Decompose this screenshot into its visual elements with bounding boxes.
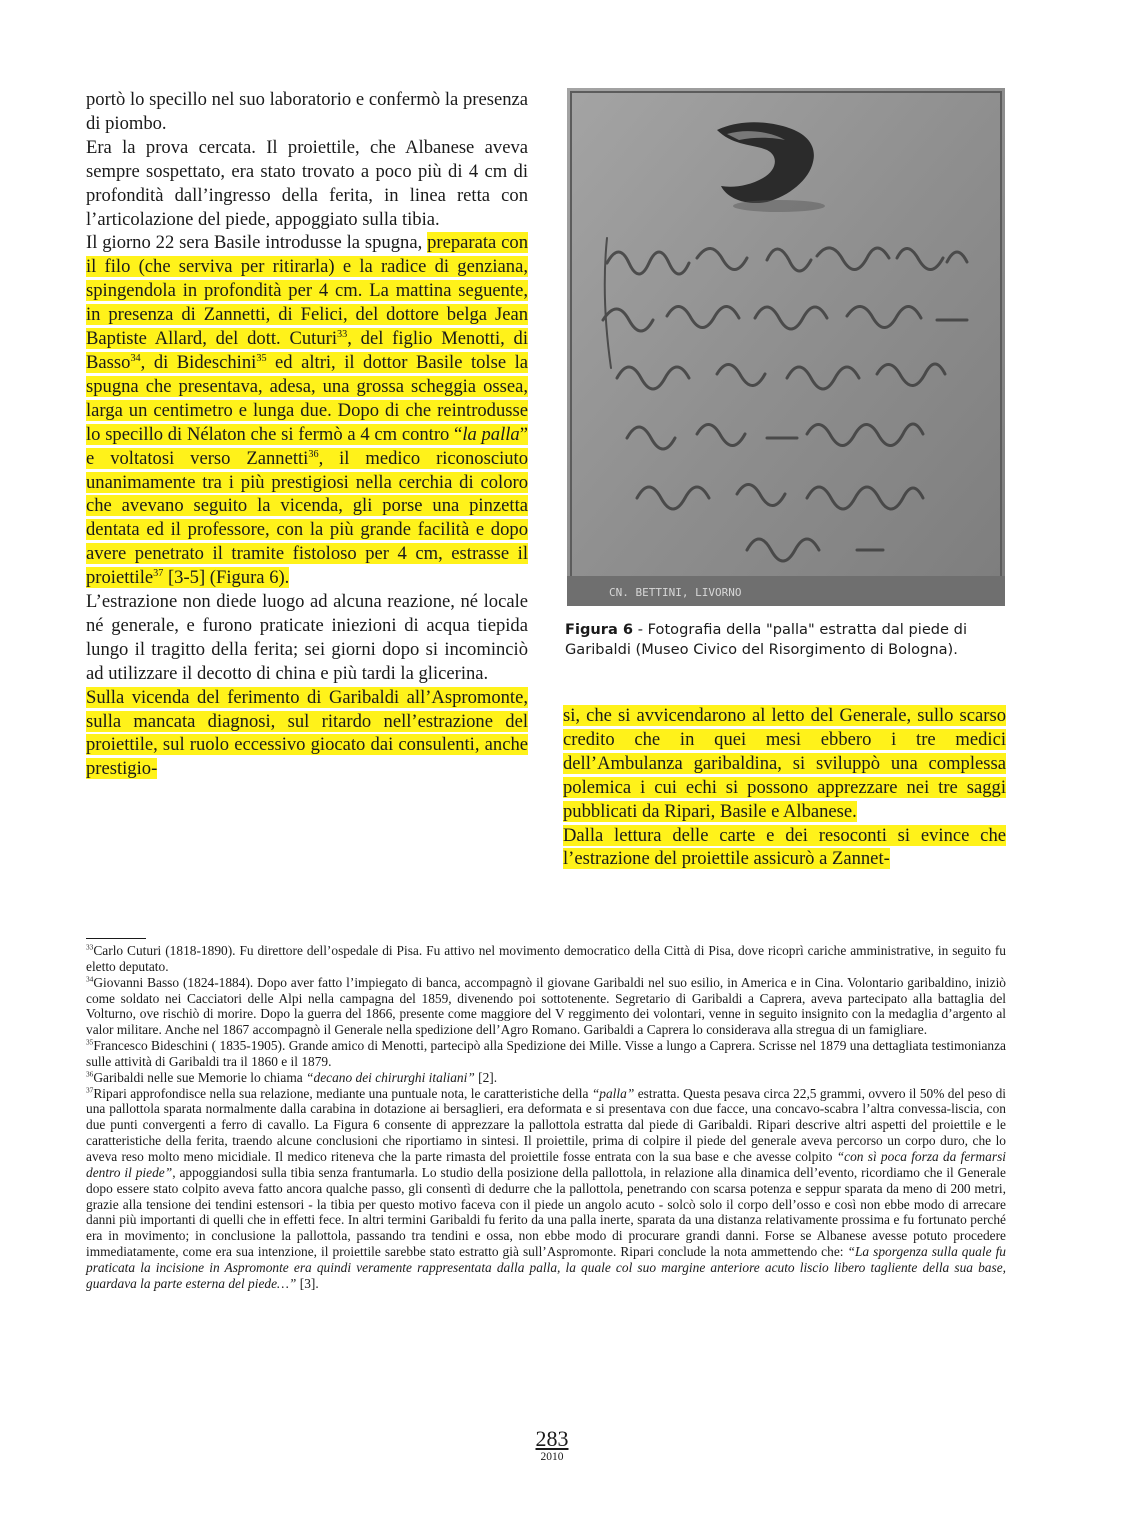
figure-caption-text: - Fotografia della "palla" estratta dal piede di Garibaldi (Museo Civico del Risorgimento di Bologna). bbox=[565, 621, 967, 658]
highlighted-text: Dalla lettura delle carte e dei resoconti si evince che l’estrazione del proiettile assicurò a Zannet- bbox=[563, 824, 1006, 870]
figure-caption-label: Figura 6 bbox=[565, 621, 634, 638]
footnote-ref[interactable]: 37 bbox=[153, 567, 164, 579]
footnote-ref[interactable]: 35 bbox=[256, 352, 267, 364]
footnote-36: $^{36}$Garibaldi nelle sue Memorie lo chiama “decano dei chirurghi italiani” [2]. bbox=[86, 1069, 498, 1085]
footnotes bbox=[86, 943, 1006, 1292]
paragraph bbox=[563, 824, 1006, 872]
page-number: 283 bbox=[535, 1426, 569, 1451]
footnote-divider bbox=[86, 938, 146, 939]
paragraph: portò lo specillo nel suo laboratorio e confermò la presenza di piombo. bbox=[86, 89, 528, 134]
figure-caption bbox=[565, 620, 1010, 660]
paragraph bbox=[86, 686, 528, 782]
footnote-33: $^{33}$Carlo Cuturi (1818-1890). Fu direttore dell’ospedale di Pisa. Fu attivo nel movimento democratico della Città di Pisa, dove ricoprì cariche amministrative, in seguito fu eletto deputato. bbox=[86, 942, 1006, 974]
highlighted-text: si, che si avvicendarono al letto del Generale, sullo scarso credito che in quei mesi ebbero i tre medici dell’Ambulanza garibaldina, si sviluppò una complessa polemica i cui echi si possono apprezzare nei tre saggi pubblicati da Ripari, Basile e Albanese. bbox=[563, 705, 1006, 822]
paragraph: L’estrazione non diede luogo ad alcuna reazione, né locale né generale, e furono praticate iniezioni di acqua tiepida lungo il tragitto della ferita; sei giorni dopo si incominciò ad utilizzare il decotto di china e più tardi la glicerina. bbox=[86, 591, 528, 684]
highlighted-text: preparata con il filo (che serviva per ritirarla) e la radice di genziana, spingendola in profondità per 4 cm. La mattina seguente, in presenza di Zannetti, di Felici, del dottore belga Jean Baptiste Allard, del dott. Cuturi$^{33}$, del figlio Menotti, di Basso$^{34}$, di Bideschini$^{35}$ ed altri, il dottor Basile tolse la spugna che presentava, adesa, una grossa scheggia ossea, larga un centimetro e lunga due. Dopo di che reintrodusse lo specillo di Nélaton che si fermò a 4 cm contro “la palla” e voltatosi verso Zannetti$^{36}$, il medico riconosciuto unanimamente tra i più prestigiosi nella cerchia di coloro che avevano seguito la vicenda, gli porse una pinzetta dentata ed il professore, con la più grande facilità e dopo avere penetrato il tramite fistoloso per 4 cm, estrasse il proiettile$^{37}$ [3-5] (Figura 6). bbox=[86, 232, 529, 589]
footnote-34: $^{34}$Giovanni Basso (1824-1884). Dopo aver fatto l’impiegato di banca, accompagnò il giovane Garibaldi nel suo esilio, in America e in Cina. Volontario garibaldino, iniziò come soldato nei Cacciatori delle Alpi nella campagna del 1859, divenendo poi sottotenente. Segretario di Garibaldi a Caprera, aveva partecipato alla battaglia del Volturno, ove rischiò di morire. Dopo la guerra del 1866, presente come maggiore del V reggimento dei volontari, venne in seguito insignito con la medaglia d’argento al valor militare. Anche nel 1867 accompagnò il Generale nella spedizione dell’Agro Romano. Garibaldi a Caprera lo considerava alla stregua di un famigliare. bbox=[86, 974, 1006, 1038]
footnote-ref[interactable]: 33 bbox=[337, 328, 348, 340]
paragraph bbox=[86, 231, 528, 590]
highlighted-text: Sulla vicenda del ferimento di Garibaldi all’Aspromonte, sulla mancata diagnosi, sul ritardo nell’estrazione del proiettile, sul ruolo eccessivo giocato dai consulenti, anche prestigio- bbox=[86, 686, 528, 780]
footnote-ref[interactable]: 36 bbox=[308, 448, 319, 460]
bullet-photo-illustration bbox=[567, 88, 1005, 606]
footnote-37: $^{37}$Ripari approfondisce nella sua relazione, mediante una puntuale nota, le caratteristiche della “palla” estratta. Questa pesava circa 22,5 grammi, ovvero il 50% del peso di una pallottola sparata normalmente dalla carabina in dotazione ai bersaglieri, era deformata e si presentava con due facce, una concavo-scabra l’altra convessa-liscia, con due punti convergenti a ferro di cavallo. La Figura 6 consente di apprezzare la pallottola estratta dal piede di Garibaldi. Ripari descrive altri aspetti del proiettile e le caratteristiche della ferita, traendo alcune conclusioni che riportiamo in sintesi. Il proiettile, prima di colpire il piede del generale aveva percorso un corpo duro, che lo aveva reso molto meno micidiale. Il medico riteneva che la parte rimasta del proiettile fosse entrata con la sua base e che avesse colpito “con sì poca forza da fermarsi dentro il piede”, appoggiandosi sulla tibia senza frantumarla. Lo studio della posizione della pallottola, in relazione alla dinamica dell’evento, ricordiamo che il Generale dopo essere stato colpito aveva fatto ancora qualche passo, gli consentì di dedurre che la pallottola, penetrando con scarsa potenza e seppur sparata da meno di 200 metri, grazie alla tensione dei tendini estensori - la tibia per questo motivo faceva con il piede un angolo acuto - solcò solo il corpo dell’osso e così non ebbe modo di arrecare danni più importanti di quelli che in effetti fece. In altri termini Garibaldi fu ferito da una palla inerte, sparata da una distanza relativamente prossima e fu fortunato perché era in movimento; in conclusione la pallottola, passando tra tendini e ossa, non ebbe modo di procurare grandi danni. Forse se Albanese avesse potuto procedere immediatamente, come era sua intenzione, il proiettile sarebbe stato estratto già sull’Aspromonte. Ripari conclude la nota ammettendo che: “La sporgenza sulla quale fu praticata la incisione in Aspromonte era quindi veramente rappresentata dalla palla, la quale col suo margine anteriore acuto liscio libero tagliente della sua base, guardava la parte esterna del piede…” [3]. bbox=[86, 1085, 1007, 1291]
left-column bbox=[86, 88, 528, 781]
paragraph bbox=[563, 704, 1006, 824]
footnote-35: $^{35}$Francesco Bideschini ( 1835-1905). Grande amico di Menotti, partecipò alla Spedizione dei Mille. Visse a lungo a Caprera. Scrisse nel 1879 una dettagliata testimonianza sulle attività di Garibaldi tra il 1860 e il 1879. bbox=[86, 1037, 1006, 1069]
right-column bbox=[563, 704, 1006, 871]
footnote-ref[interactable]: 34 bbox=[130, 352, 141, 364]
paragraph-text: Il giorno 22 sera Basile introdusse la spugna, bbox=[86, 232, 423, 254]
paragraph: Era la prova cercata. Il proiettile, che Albanese aveva sempre sospettato, era stato trovato a poco più di 4 cm di profondità dall’ingresso della ferita, in linea retta con l’articolazione del piede, appoggiato sulla tibia. bbox=[86, 136, 528, 230]
figure-photo bbox=[567, 88, 1005, 606]
page-year: 2010 bbox=[540, 1451, 564, 1463]
photo-stamp: CN. BETTINI, LIVORNO bbox=[609, 586, 742, 599]
